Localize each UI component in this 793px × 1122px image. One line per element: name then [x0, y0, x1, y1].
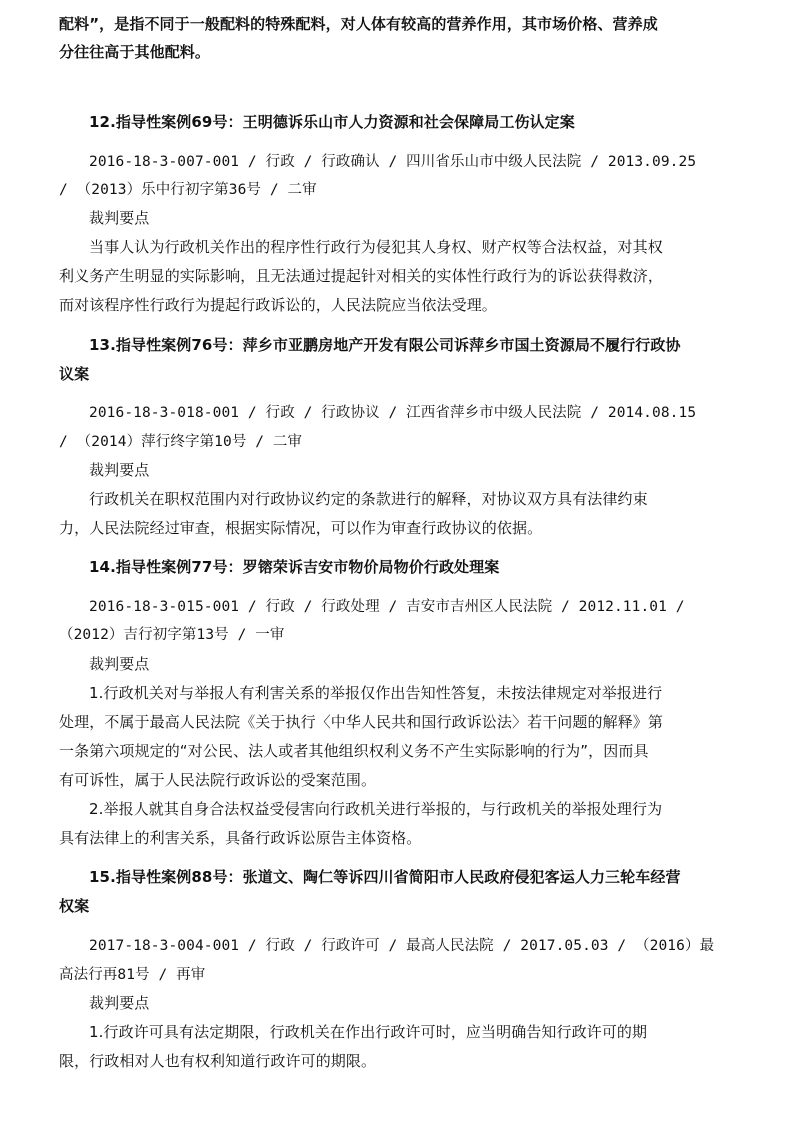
body-line: 具有法律上的利害关系，具备行政诉讼原告主体资格。 — [59, 829, 422, 847]
case-meta: 高法行再81号 / 再审 — [59, 967, 206, 983]
case-meta: 2017-18-3-004-001 / 行政 / 行政许可 / 最高人民法院 / 2017.05.03 / （2016）最 — [89, 938, 715, 954]
body-line: 一条第六项规定的“对公民、法人或者其他组织权利义务不产生实际影响的行为”，因而具 — [59, 742, 649, 760]
case-title: 15.指导性案例88号：张道文、陶仁等诉四川省简阳市人民政府侵犯客运人力三轮车经营 — [89, 868, 681, 886]
case-meta: 2016-18-3-007-001 / 行政 / 行政确认 / 四川省乐山市中级人民法院 / 2013.09.25 — [89, 154, 697, 170]
case-title: 13.指导性案例76号：萍乡市亚鹏房地产开发有限公司诉萍乡市国土资源局不履行行政协 — [89, 336, 681, 354]
case-title: 14.指导性案例77号：罗镕荣诉吉安市物价局物价行政处理案 — [89, 558, 500, 576]
body-line: 而对该程序性行政行为提起行政诉讼的，人民法院应当依法受理。 — [59, 296, 497, 314]
body-line: 力，人民法院经过审查，根据实际情况，可以作为审查行政协议的依据。 — [59, 519, 543, 537]
body-line: 2.举报人就其自身合法权益受侵害向行政机关进行举报的，与行政机关的举报处理行为 — [89, 800, 663, 818]
section-heading: 裁判要点 — [89, 994, 150, 1012]
body-line: 处理，不属于最高人民法院《关于执行〈中华人民共和国行政诉讼法〉若干问题的解释》第 — [59, 713, 664, 731]
case-meta: 2016-18-3-015-001 / 行政 / 行政处理 / 吉安市吉州区人民法院 / 2012.11.01 / — [89, 599, 685, 615]
intro-line: 分往往高于其他配料。 — [59, 43, 211, 61]
case-meta: / （2013）乐中行初字第36号 / 二审 — [59, 182, 317, 198]
body-line: 限，行政相对人也有权利知道行政许可的期限。 — [59, 1052, 377, 1070]
case-meta: 2016-18-3-018-001 / 行政 / 行政协议 / 江西省萍乡市中级人民法院 / 2014.08.15 — [89, 405, 697, 421]
case-meta: / （2014）萍行终字第10号 / 二审 — [59, 434, 303, 450]
body-line: 利义务产生明显的实际影响，且无法通过提起针对相关的实体性行政行为的诉讼获得救济， — [59, 267, 664, 285]
intro-line: 配料”，是指不同于一般配料的特殊配料，对人体有较高的营养作用，其市场价格、营养成 — [59, 15, 658, 33]
case-title: 权案 — [59, 897, 90, 915]
section-heading: 裁判要点 — [89, 209, 150, 227]
body-line: 1.行政机关对与举报人有利害关系的举报仅作出告知性答复，未按法律规定对举报进行 — [89, 684, 663, 702]
case-title: 12.指导性案例69号：王明德诉乐山市人力资源和社会保障局工伤认定案 — [89, 113, 575, 131]
case-meta: （2012）吉行初字第13号 / 一审 — [59, 627, 285, 643]
section-heading: 裁判要点 — [89, 461, 150, 479]
body-line: 当事人认为行政机关作出的程序性行政行为侵犯其人身权、财产权等合法权益，对其权 — [89, 238, 663, 256]
body-line: 行政机关在职权范围内对行政协议约定的条款进行的解释，对协议双方具有法律约束 — [89, 490, 648, 508]
body-line: 有可诉性，属于人民法院行政诉讼的受案范围。 — [59, 771, 377, 789]
case-title: 议案 — [59, 365, 90, 383]
section-heading: 裁判要点 — [89, 655, 150, 673]
body-line: 1.行政许可具有法定期限，行政机关在作出行政许可时，应当明确告知行政许可的期 — [89, 1023, 648, 1041]
